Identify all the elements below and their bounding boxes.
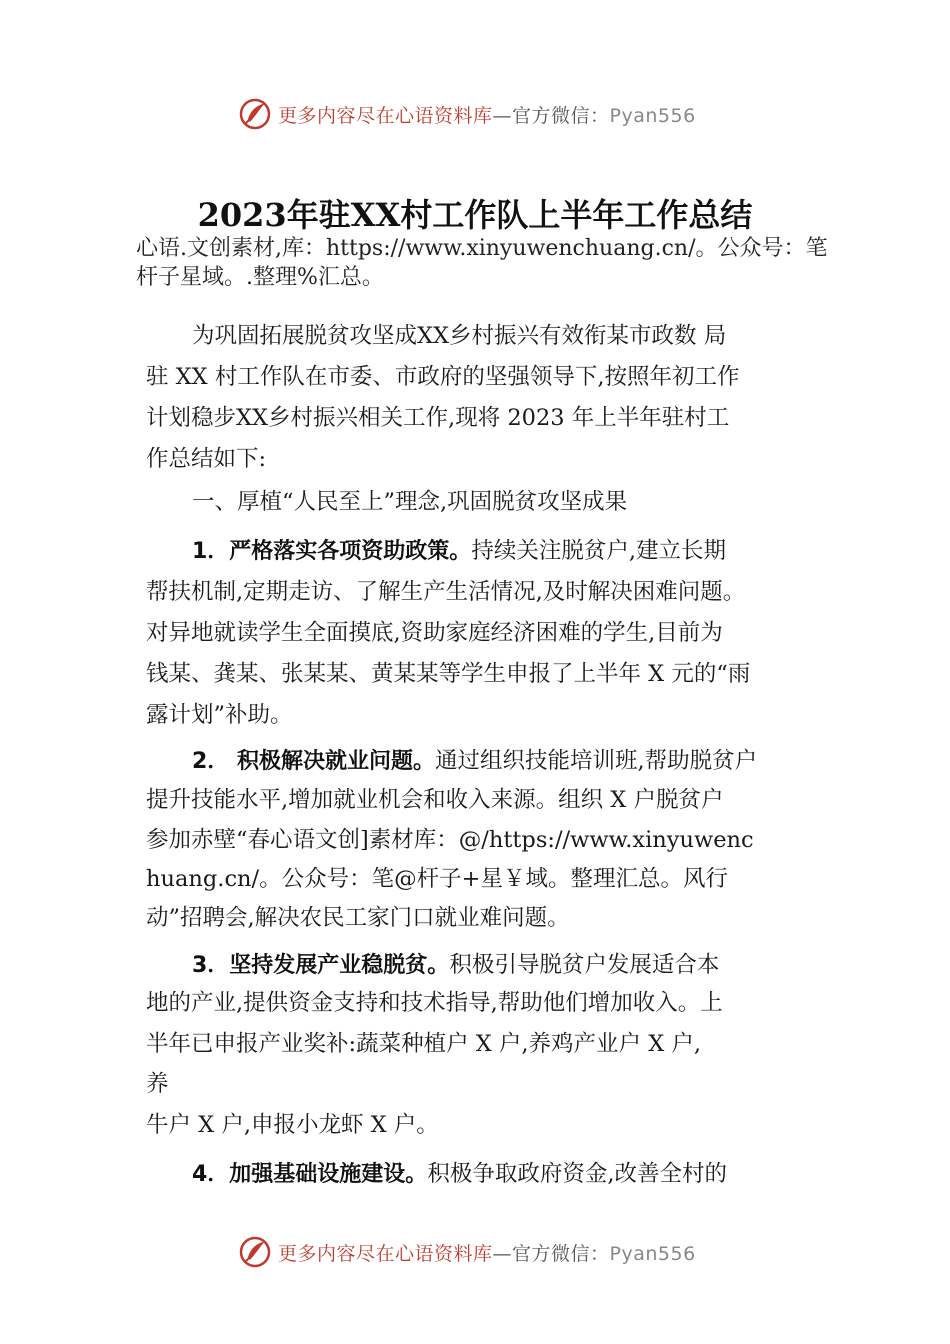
body-line: 养	[146, 1071, 169, 1097]
body-line: 为巩固拓展脱贫攻坚成XX乡村振兴有效衔某市政数 局	[192, 323, 727, 349]
brand-logo-icon	[238, 1235, 272, 1269]
document-title: 2023年驻XX村工作队上半年工作总结	[197, 196, 753, 234]
item-1-first-line: 1．严格落实各项资助政策。持续关注脱贫户,建立长期	[192, 538, 726, 564]
body-line: 露计划”补助。	[146, 702, 293, 728]
body-line: 作总结如下:	[146, 446, 267, 472]
item-2-heading: 2． 积极解决就业问题。	[192, 749, 435, 774]
banner-text: 更多内容尽在心语资料库—官方微信：Pyan556	[278, 1242, 696, 1265]
item-1-heading: 1．严格落实各项资助政策。	[192, 539, 472, 564]
body-line: 计划稳步XX乡村振兴相关工作,现将 2023 年上半年驻村工	[146, 405, 730, 431]
body-line: 帮扶机制,定期走访、了解生产生活情况,及时解决困难问题。	[146, 579, 746, 605]
watermark-banner-top	[238, 94, 696, 134]
body-line: 牛户 X 户,申报小龙虾 X 户。	[146, 1112, 439, 1138]
watermark-banner-bottom	[238, 1232, 696, 1272]
item-4-first-line: 4．加强基础设施建设。积极争取政府资金,改善全村的	[192, 1161, 727, 1187]
body-line: 提升技能水平,增加就业机会和收入来源。组织 X 户脱贫户	[146, 787, 724, 813]
body-line: 半年已申报产业奖补:蔬菜种植户 X 户,养鸡产业户 X 户,	[146, 1031, 702, 1057]
item-3-heading: 3．坚持发展产业稳脱贫。	[192, 953, 450, 978]
body-line: 参加赤壁“春心语文创]素材库：@/https://www.xinyuwenc	[146, 827, 754, 853]
body-line: 对异地就读学生全面摸底,资助家庭经济困难的学生,目前为	[146, 620, 723, 646]
brand-logo-icon	[238, 97, 272, 131]
banner-text: 更多内容尽在心语资料库—官方微信：Pyan556	[278, 104, 696, 127]
section-heading: 一、厚植“人民至上”理念,巩固脱贫攻坚成果	[192, 489, 628, 515]
body-line: 地的产业,提供资金支持和技术指导,帮助他们增加收入。上	[146, 990, 723, 1016]
body-line: 钱某、龚某、张某某、黄某某等学生申报了上半年 X 元的“雨	[146, 661, 751, 687]
item-3-first-line: 3．坚持发展产业稳脱贫。积极引导脱贫户发展适合本	[192, 952, 720, 978]
body-line: huang.cn/。公众号：笔@杆子+星￥域。整理汇总。风行	[146, 866, 728, 892]
source-note: 心语.文创素材,库：https://www.xinyuwenchuang.cn/。公众号：笔杆子星域。.整理%汇总。	[136, 236, 828, 290]
body-line: 动”招聘会,解决农民工家门口就业难问题。	[146, 905, 570, 931]
body-line: 驻 XX 村工作队在市委、市政府的坚强领导下,按照年初工作	[146, 364, 740, 390]
item-2-first-line: 2． 积极解决就业问题。通过组织技能培训班,帮助脱贫户	[192, 748, 758, 774]
item-4-heading: 4．加强基础设施建设。	[192, 1162, 428, 1187]
